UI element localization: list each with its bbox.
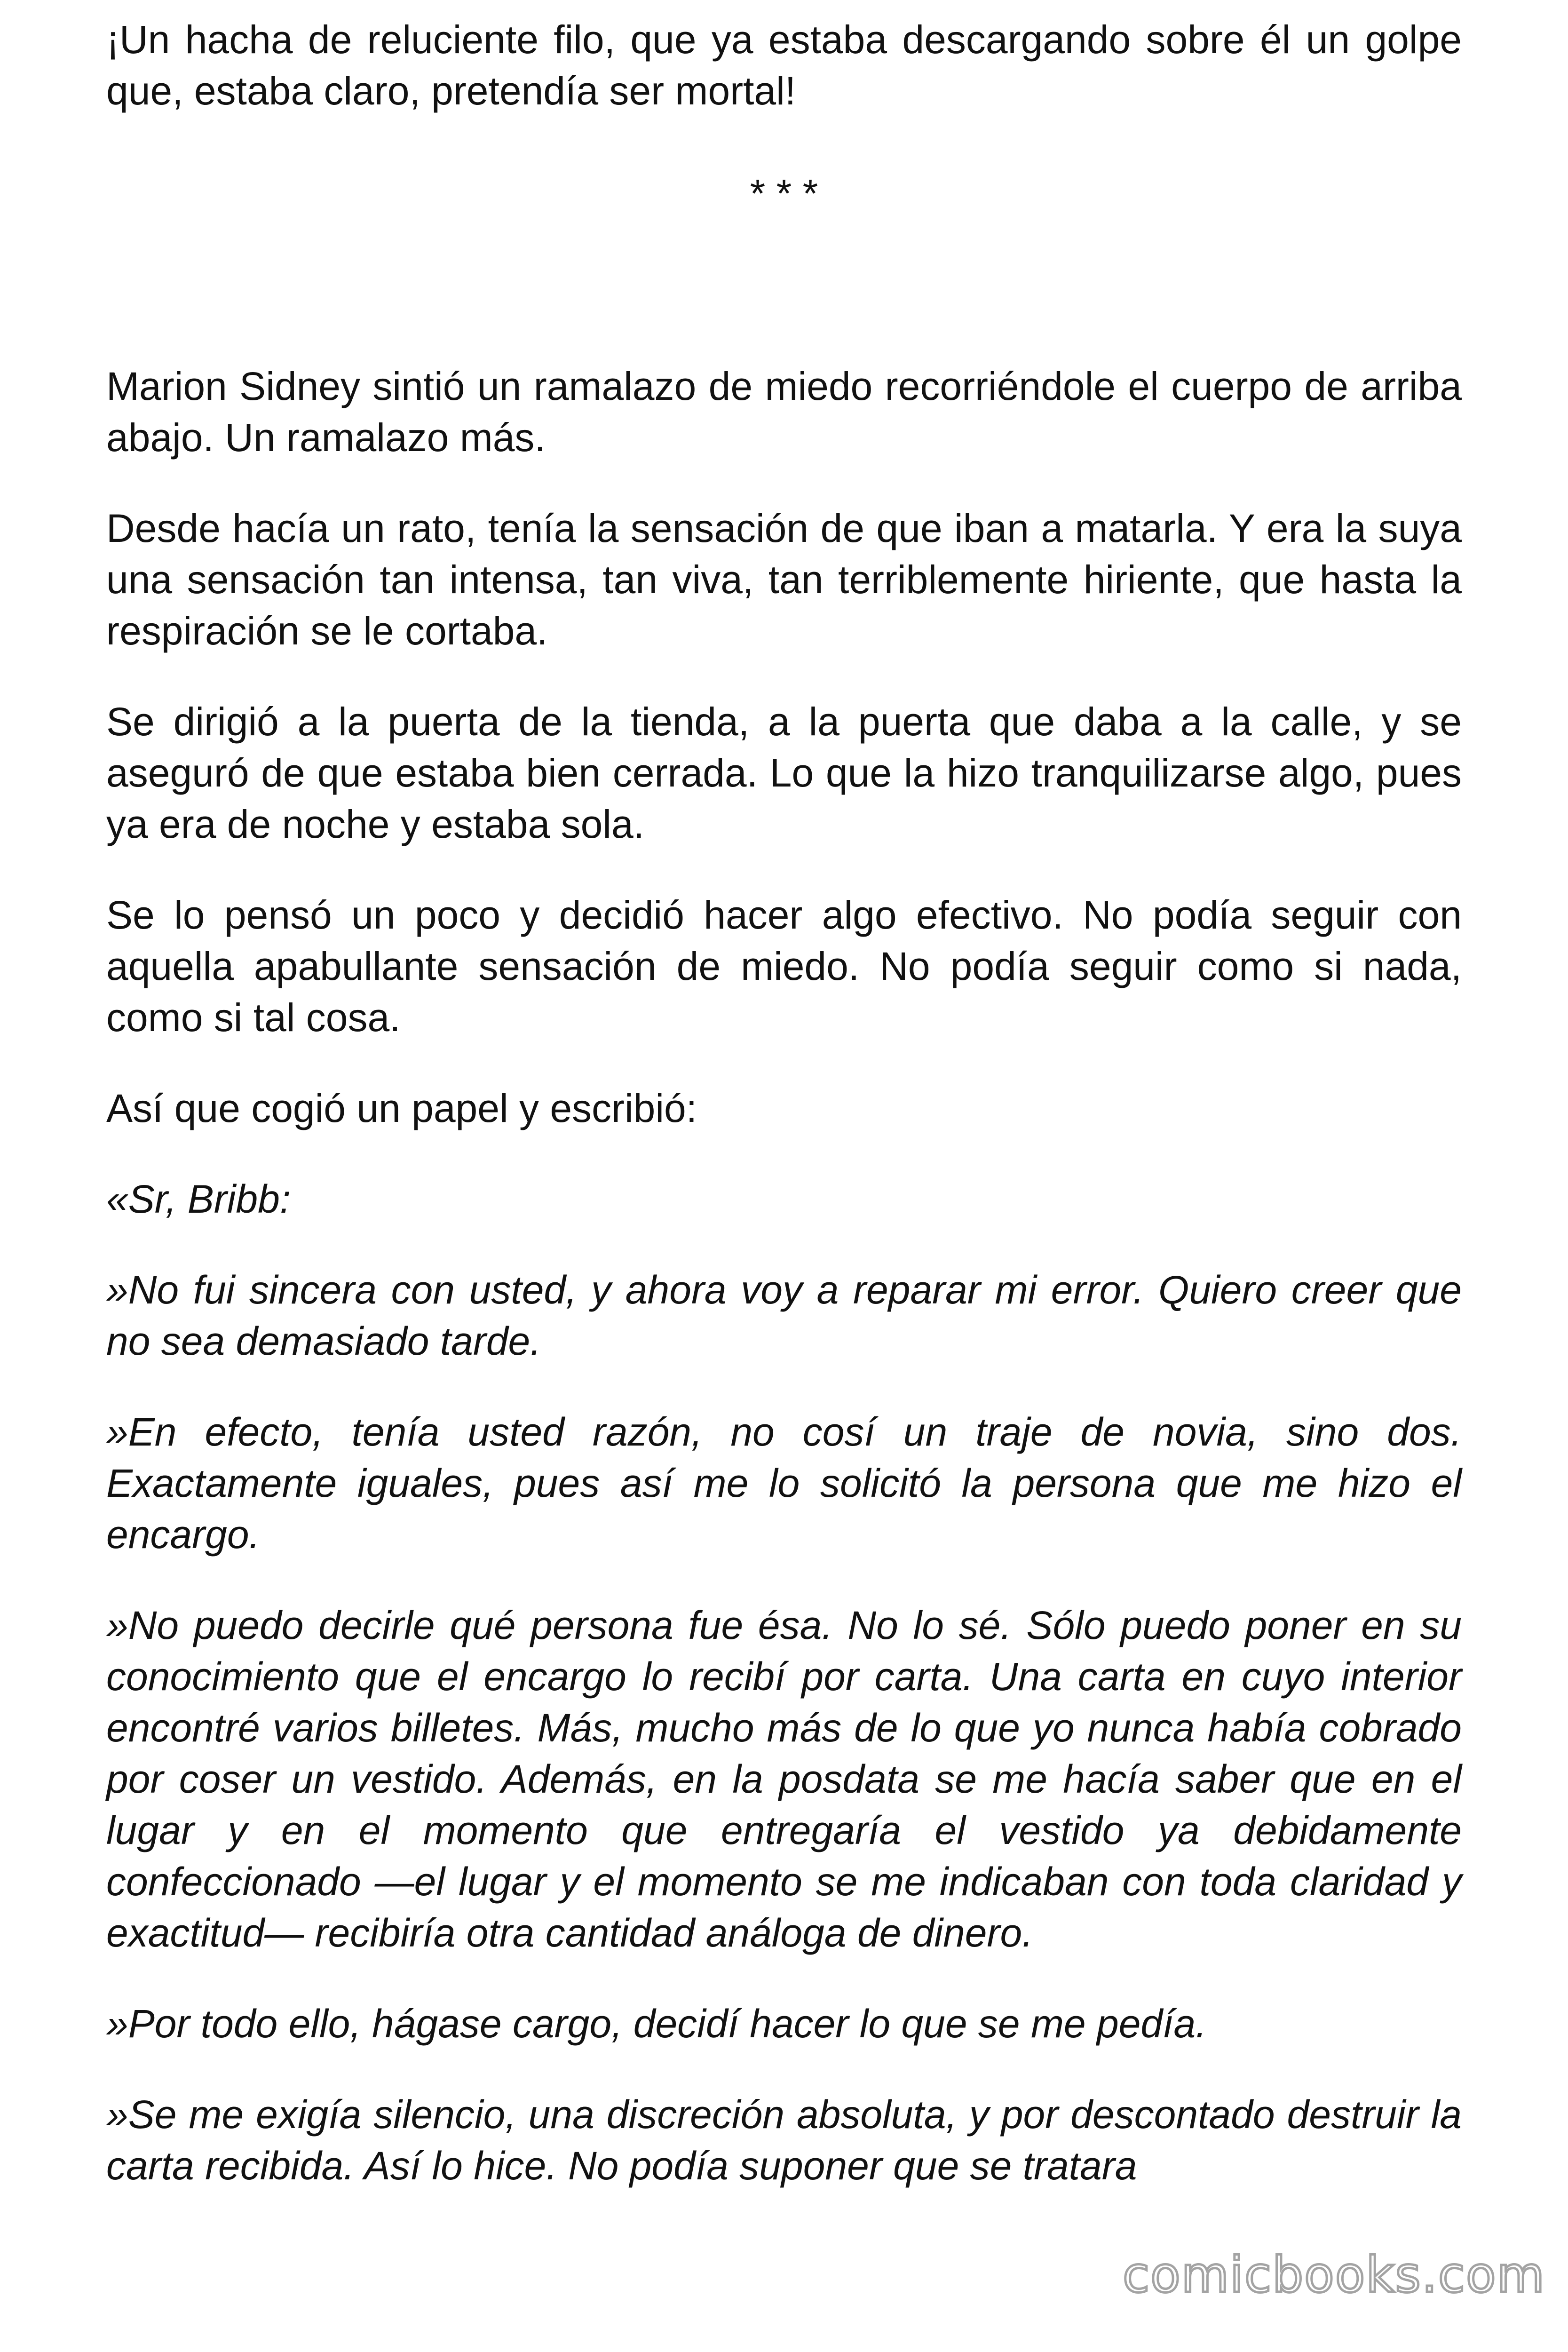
letter-paragraph-2: »En efecto, tenía usted razón, no cosí un traje de novia, sino dos. Exactamente iguales, pues así me lo solicitó la persona que me hizo el encargo. bbox=[106, 1410, 1462, 1557]
paragraph-4: Se dirigió a la puerta de la tienda, a la puerta que daba a la calle, y se aseguró de que estaba bien cerrada. Lo que la hizo tranquilizarse algo, pues ya era de noche y estaba sola. bbox=[106, 699, 1462, 846]
paragraph-6: Así que cogió un papel y escribió: bbox=[106, 1086, 697, 1130]
paragraph-1: ¡Un hacha de reluciente filo, que ya estaba descargando sobre él un golpe que, estaba claro, pretendía ser mortal! bbox=[106, 17, 1462, 113]
spacer bbox=[106, 2050, 1462, 2089]
scene-separator: * * * bbox=[750, 171, 818, 215]
letter-paragraph-1: »No fui sincera con usted, y ahora voy a reparar mi error. Quiero creer que no sea demasiado tarde. bbox=[106, 1268, 1462, 1363]
spacer bbox=[106, 1560, 1462, 1600]
spacer bbox=[106, 463, 1462, 503]
spacer bbox=[106, 1043, 1462, 1083]
spacer bbox=[106, 1134, 1462, 1174]
letter-paragraph-4: »Por todo ello, hágase cargo, decidí hacer lo que se me pedía. bbox=[106, 2002, 1207, 2046]
letter-salutation: «Sr, Bribb: bbox=[106, 1177, 291, 1221]
spacer bbox=[106, 117, 1462, 168]
watermark: comicbooks.com bbox=[1122, 2246, 1545, 2304]
paragraph-3: Desde hacía un rato, tenía la sensación de que iban a matarla. Y era la suya una sensación tan intensa, tan viva, tan terriblemente hiriente, que hasta la respiración se le cortaba. bbox=[106, 506, 1462, 653]
paragraph-5: Se lo pensó un poco y decidió hacer algo efectivo. No podía seguir con aquella apabullante sensación de miedo. No podía seguir como si nada, como si tal cosa. bbox=[106, 893, 1462, 1040]
spacer bbox=[106, 1367, 1462, 1406]
spacer bbox=[106, 850, 1462, 890]
spacer bbox=[106, 1225, 1462, 1264]
spacer bbox=[106, 219, 1462, 361]
spacer bbox=[106, 657, 1462, 696]
document-page bbox=[106, 14, 1462, 2192]
letter-paragraph-5: »Se me exigía silencio, una discreción absoluta, y por descontado destruir la carta recibida. Así lo hice. No podía suponer que se tratara bbox=[106, 2092, 1462, 2188]
letter-paragraph-3: »No puedo decirle qué persona fue ésa. No lo sé. Sólo puedo poner en su conocimiento que el encargo lo recibí por carta. Una carta en cuyo interior encontré varios billetes. Más, mucho más de lo que yo nunca había cobrado por coser un vestido. Además, en la posdata se me hacía saber que en el lugar y en el momento que entregaría el vestido ya debidamente confeccionado —el lugar y el momento se me indicaban con toda claridad y exactitud— recibiría otra cantidad análoga de dinero. bbox=[106, 1603, 1462, 1955]
paragraph-2: Marion Sidney sintió un ramalazo de miedo recorriéndole el cuerpo de arriba abajo. Un ramalazo más. bbox=[106, 364, 1462, 460]
spacer bbox=[106, 1959, 1462, 1998]
